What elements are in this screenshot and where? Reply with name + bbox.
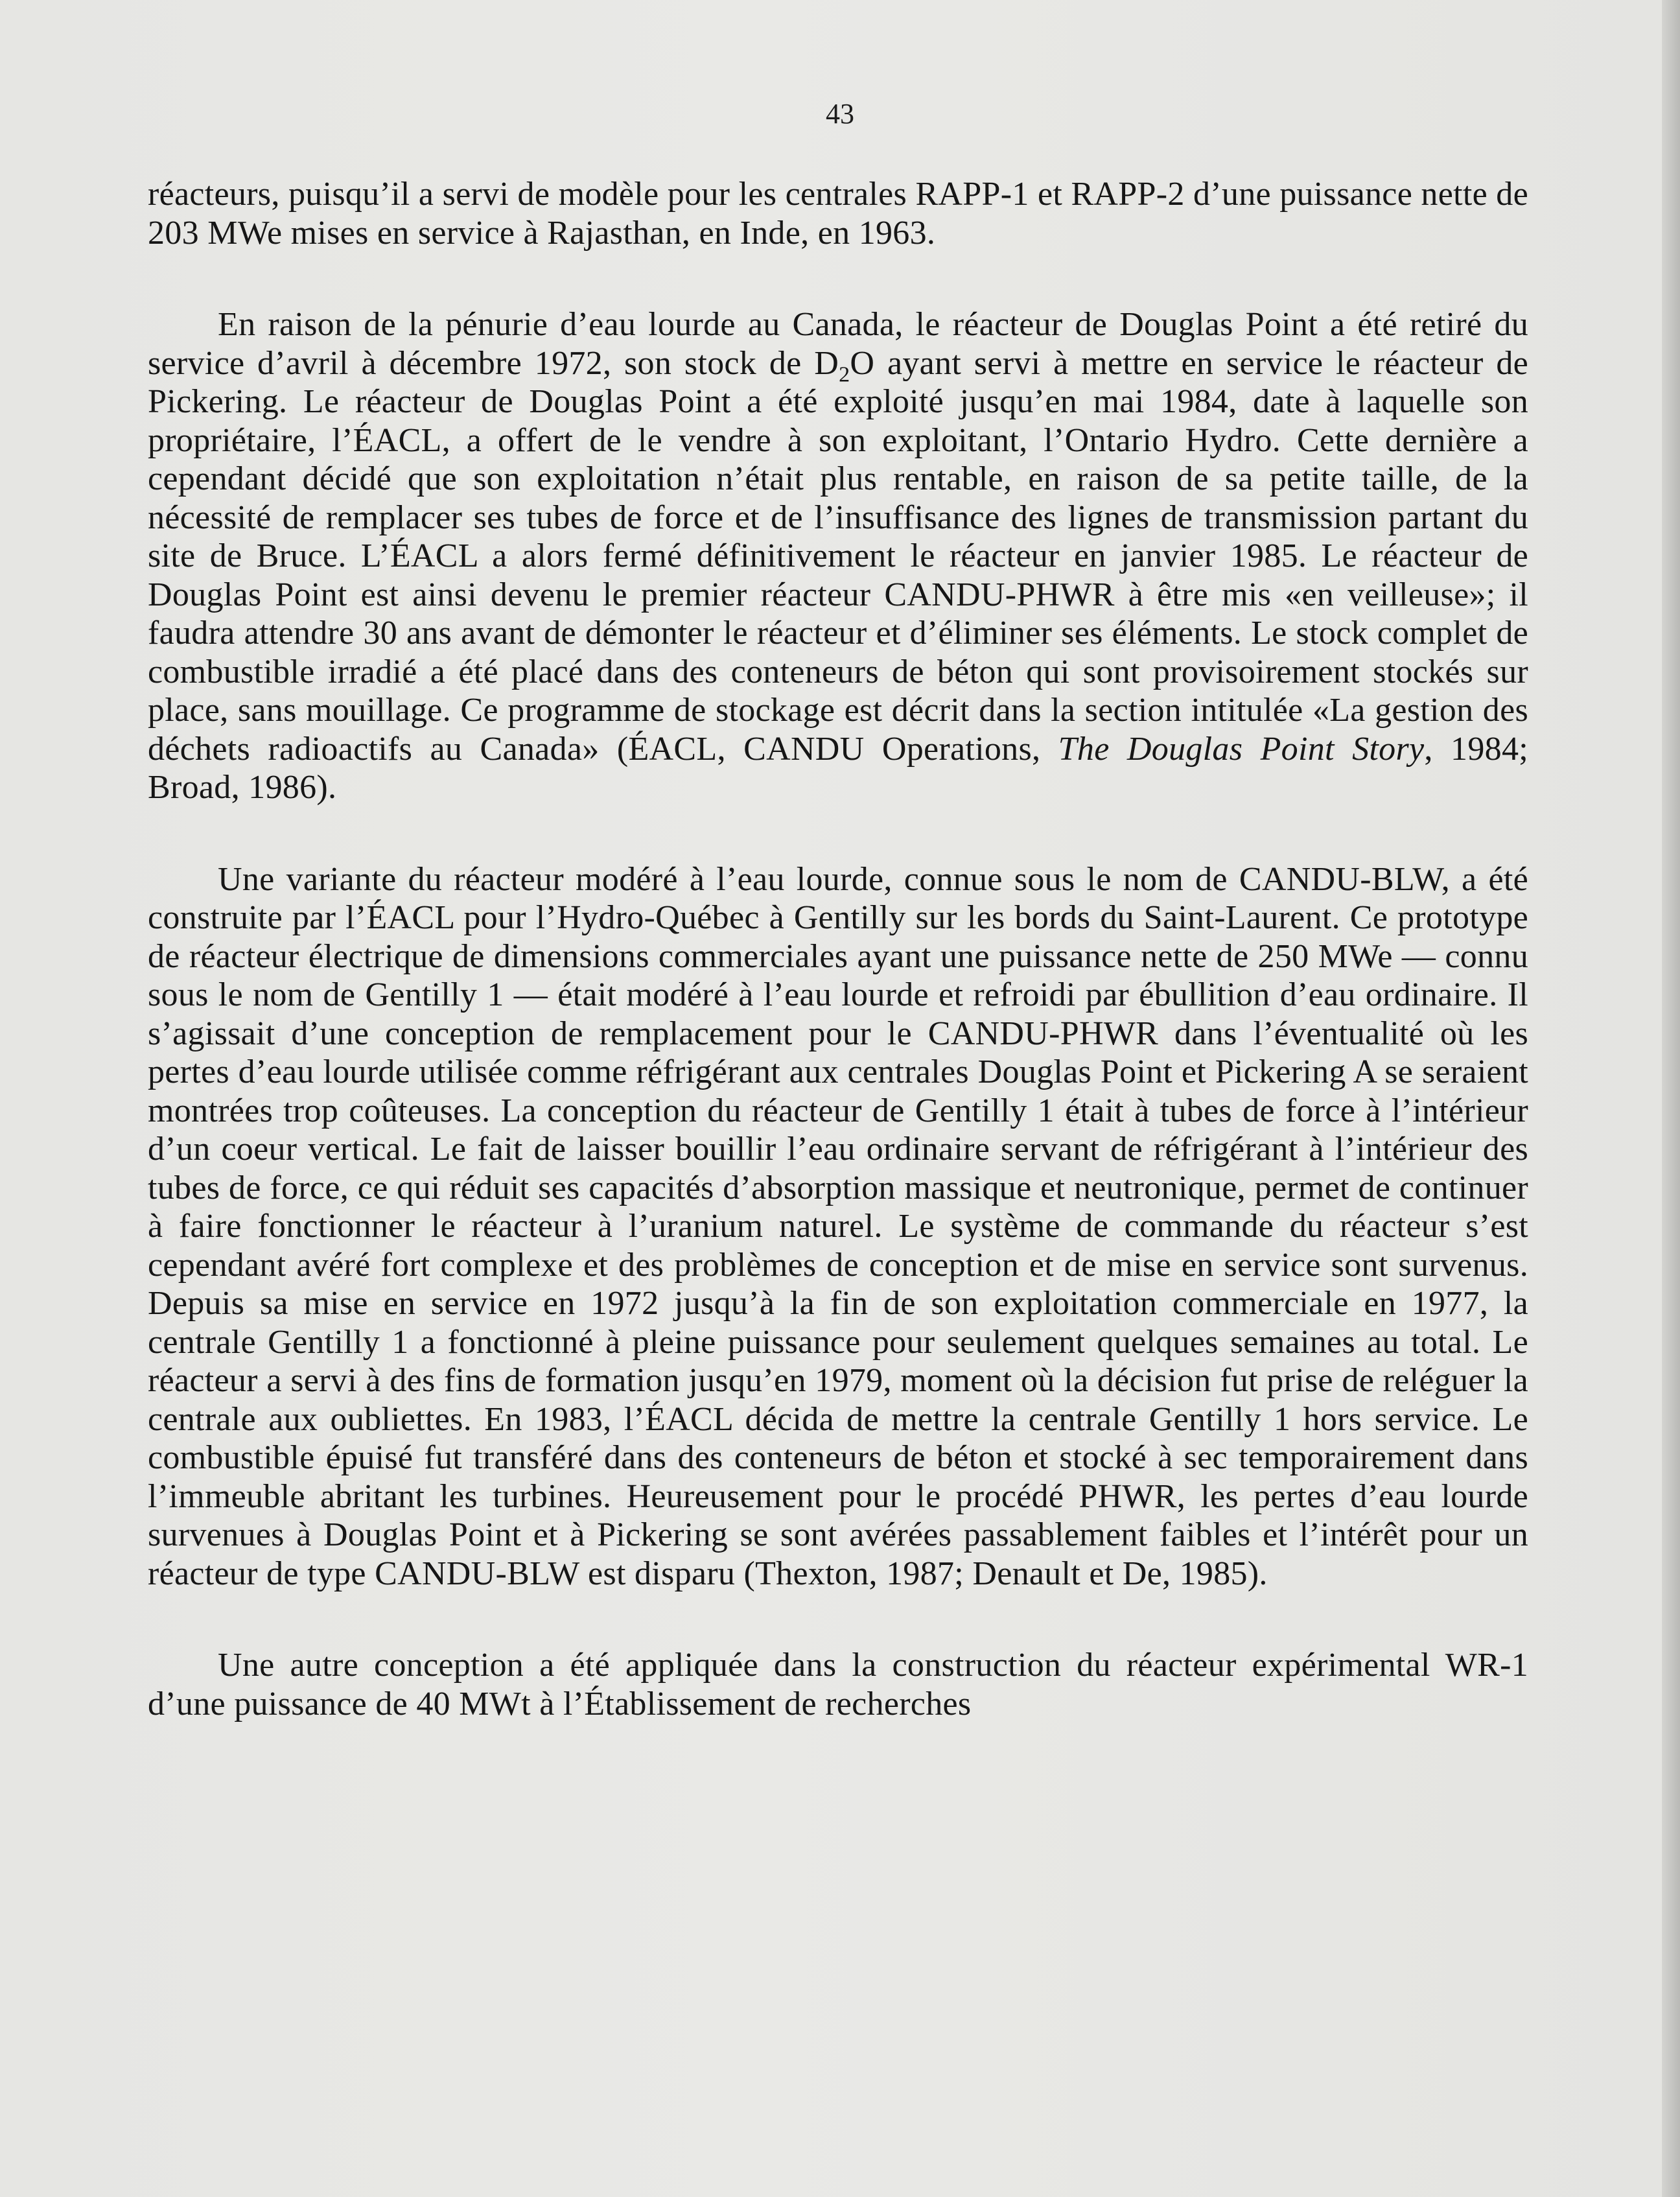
subscript-2: 2 — [839, 362, 850, 386]
page-edge-shadow — [1662, 0, 1680, 2197]
paragraph-2-part-a: En raison de la pénurie d’eau lourde au Canada, le réacteur de Douglas Point a été retiré du service d’avril à décembre 1972, son stock de D — [148, 306, 1528, 382]
page-number: 43 — [826, 98, 854, 130]
paragraph-1: réacteurs, puisqu’il a servi de modèle pour les centrales RAPP-1 et RAPP-2 d’une puissance nette de 203 MWe mises en service à Rajasthan, en Inde, en 1963. — [148, 176, 1528, 252]
book-title-italic: The Douglas Point Story — [1058, 730, 1425, 768]
body-text — [148, 175, 1528, 1723]
paragraph-3: Une variante du réacteur modéré à l’eau lourde, connue sous le nom de CANDU-BLW, a été construite par l’ÉACL pour l’Hydro-Québec à Gentilly sur les bords du Saint-Laurent. Ce prototype de réacteur électrique de dimensions commerciales ayant une puissance nette de 250 MWe — connu sous le nom de Gentilly 1 — était modéré à l’eau lourde et refroidi par ébullition d’eau ordinaire. Il s’agissait d’une conception de remplacement pour le CANDU-PHWR dans l’éventualité où les pertes d’eau lourde utilisée comme réfrigérant aux centrales Douglas Point et Pickering A se seraient montrées trop coûteuses. La conception du réacteur de Gentilly 1 était à tubes de force à l’intérieur d’un coeur vertical. Le fait de laisser bouillir l’eau ordinaire servant de réfrigérant à l’intérieur des tubes de force, ce qui réduit ses capacités d’absorption massique et neutronique, permet de continuer à faire fonctionner le réacteur à l’uranium naturel. Le système de commande du réacteur s’est cependant avéré fort complexe et des problèmes de conception et de mise en service sont survenus. Depuis sa mise en service en 1972 jusqu’à la fin de son exploitation commerciale en 1977, la centrale Gentilly 1 a fonctionné à pleine puissance pour seulement quelques semaines au total. Le réacteur a servi à des fins de formation jusqu’en 1979, moment où la décision fut prise de reléguer la centrale aux oubliettes. En 1983, l’ÉACL décida de mettre la centrale Gentilly 1 hors service. Le combustible épuisé fut transféré dans des conteneurs de béton et stocké à sec temporairement dans l’immeuble abritant les turbines. Heureusement pour le procédé PHWR, les pertes d’eau lourde survenues à Douglas Point et à Pickering se sont avérées passablement faibles et l’intérêt pour un réacteur de type CANDU-BLW est disparu (Thexton, 1987; Denault et De, 1985). — [148, 860, 1528, 1592]
paragraph-2 — [148, 305, 1528, 807]
paragraph-2-part-c: , 1984; Broad, 1986). — [148, 730, 1528, 806]
paragraph-2-part-b: O ayant servi à mettre en service le réacteur de Pickering. Le réacteur de Douglas Point a été exploité jusqu’en mai 1984, date à laquelle son propriétaire, l’ÉACL, a offert de le vendre à son exploitant, l’Ontario Hydro. Cette dernière a cependant décidé que son exploitation n’était plus rentable, en raison de sa petite taille, de la nécessité de remplacer ses tubes de force et de l’insuffisance des lignes de transmission partant du site de Bruce. L’ÉACL a alors fermé définitivement le réacteur en janvier 1985. Le réacteur de Douglas Point est ainsi devenu le premier réacteur CANDU-PHWR à être mis «en veilleuse»; il faudra attendre 30 ans avant de démonter le réacteur et d’éliminer ses éléments. Le stock complet de combustible irradié a été placé dans des conteneurs de béton qui sont provisoirement stockés sur place, sans mouillage. Ce programme de stockage est décrit dans la section intitulée «La gestion des déchets radioactifs au Canada» (ÉACL, CANDU Operations, — [148, 344, 1528, 768]
paragraph-4: Une autre conception a été appliquée dans la construction du réacteur expérimental WR-1 d’une puissance de 40 MWt à l’Établissement de recherches — [148, 1647, 1528, 1722]
